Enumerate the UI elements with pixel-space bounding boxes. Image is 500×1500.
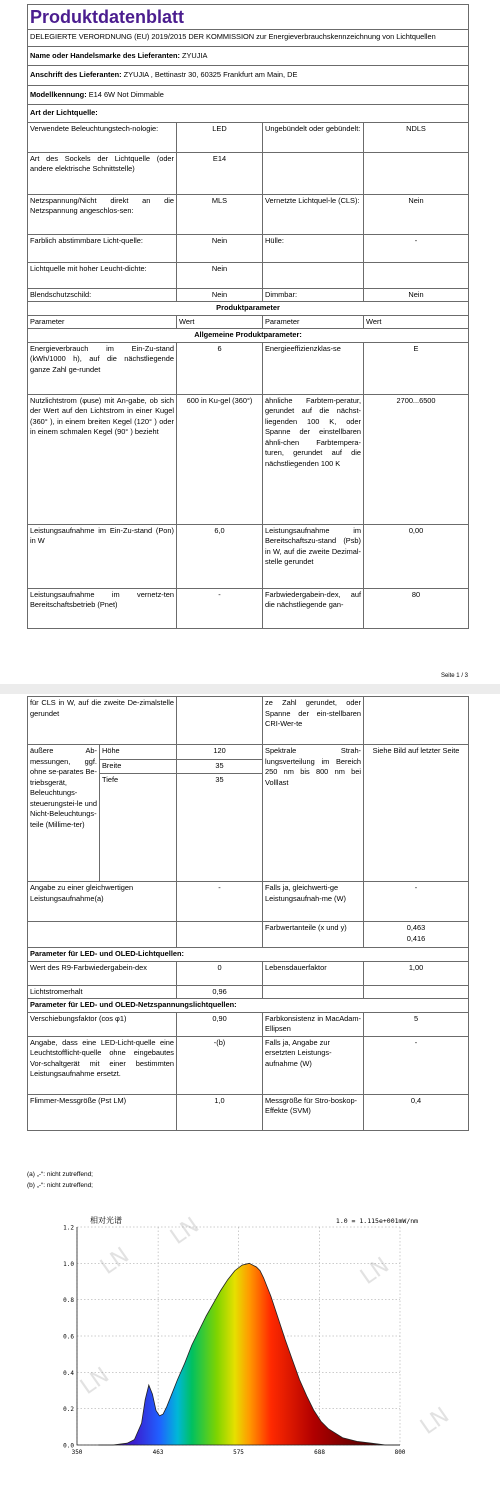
x-tick-label: 350 [71,1449,83,1456]
dim-name-depth: Tiefe [100,774,177,882]
mains-params-heading: Parameter für LED- und OLED-Netzspannungslichtquellen: [28,999,469,1013]
empty-cell [263,985,364,999]
value-cell: -(b) [177,1036,263,1094]
empty-cell [364,985,469,999]
param-cell: Flimmer-Messgröße (Pst LM) [28,1094,177,1130]
value-cell [364,262,469,288]
param-cell: ze Zahl gerundet, oder Spanne der ein-stellbaren CRI-Wer-te [263,697,364,745]
y-tick-label: 0.2 [63,1406,74,1414]
spectrum-chart [27,1205,468,1490]
param-cell: Lichtquelle mit hoher Leucht-dichte: [28,262,177,288]
supplier-name-label: Name oder Handelsmarke des Lieferanten: [30,50,180,60]
spectral-value: Siehe Bild auf letzter Seite [364,745,469,882]
led-params-heading: Parameter für LED- und OLED-Lichtquellen: [28,948,469,962]
param-cell: Ungebündelt oder gebündelt: [263,122,364,152]
param-cell: Verwendete Beleuchtungstech-nologie: [28,122,177,152]
page-title: Produktdatenblatt [28,5,469,30]
column-header: Parameter [28,315,177,329]
param-cell: Falls ja, gleichwerti-ge Leistungsaufnah-me (W) [263,882,364,922]
chart-annotation: 1.0 = 1.115e+001mW/nm [335,1217,419,1225]
value-cell: 0,00 [364,524,469,588]
model-row [28,85,469,105]
watermark-text: LN [356,1252,394,1290]
chart-title: 相对光谱 [90,1216,122,1225]
value-cell: - [177,588,263,628]
param-cell: Nutzlichtstrom (φuse) mit An-gabe, ob sich der Wert auf den Lichtstrom in einer Kugel (360° ), in einem breiten Kegel (120° ) oder in einem schmalen Kegel (90° ) bezieht [28,394,177,524]
param-cell: Leistungsaufnahme im Ein-Zu-stand (Pon) in W [28,524,177,588]
supplier-name-value: ZYUJIA [181,50,208,60]
value-cell: - [364,234,469,262]
value-cell: E14 [177,152,263,194]
param-cell: Lichtstromerhalt [28,985,177,999]
dim-value-height: 120 [177,745,263,760]
value-cell: 0,96 [177,985,263,999]
value-cell: 2700...6500 [364,394,469,524]
param-cell: Farbkonsistenz in MacAdam-Ellipsen [263,1012,364,1036]
spectral-label: Spektrale Strah-lungsverteilung im Bereich 250 nm bis 800 nm bei Volllast [263,745,364,882]
datasheet-table-page1 [27,4,469,629]
param-cell: Blendschutzschild: [28,288,177,302]
value-cell: 0,4 [364,1094,469,1130]
value-cell: 5 [364,1012,469,1036]
spectrum-chart-svg [27,1205,468,1490]
y-tick-label: 1.0 [63,1260,74,1268]
y-tick-label: 0.8 [63,1297,74,1305]
general-params-heading: Allgemeine Produktparameter: [28,329,469,343]
value-cell: Nein [177,234,263,262]
page-number: Seite 1 / 3 [440,673,468,679]
spectrum-area [99,1263,401,1445]
y-tick-label: 0.0 [63,1442,74,1450]
dim-value-depth: 35 [177,774,263,882]
regulation-text: DELEGIERTE VERORDNUNG (EU) 2019/2015 DER KOMMISSION zur Energieverbrauchskennzeichnung von Lichtquellen [28,30,469,47]
param-cell: Hülle: [263,234,364,262]
param-cell: Vernetzte Lichtquel-le (CLS): [263,194,364,234]
page-separator [0,684,500,694]
value-cell: LED [177,122,263,152]
param-cell: Falls ja, Angabe zur ersetzten Leistungs-aufnahme (W) [263,1036,364,1094]
param-cell: Farblich abstimmbare Licht-quelle: [28,234,177,262]
watermark-text: LN [76,1362,114,1400]
param-cell: Farbwertanteile (x und y) [263,922,364,948]
empty-cell [177,922,263,948]
datasheet-table-page2 [27,696,469,1131]
value-cell: 1,0 [177,1094,263,1130]
param-cell: Angabe, dass eine LED-Licht-quelle eine Leuchtstofflicht-quelle ohne eingebautes Vor-schaltgerät mit einer bestimmten Leistungsaufnahme ersetzt. [28,1036,177,1094]
value-cell [364,697,469,745]
x-tick-label: 688 [314,1449,326,1456]
supplier-name-row [28,46,469,66]
product-params-heading: Produktparameter [28,302,469,316]
value-cell: - [364,882,469,922]
param-cell: Art des Sockels der Lichtquelle (oder andere elektrische Schnittstelle) [28,152,177,194]
model-label: Modellkennung: [30,89,87,99]
empty-cell [28,922,177,948]
param-cell: Netzspannung/Nicht direkt an die Netzspannung angeschlos-sen: [28,194,177,234]
value-cell: 0 [177,961,263,985]
dimensions-label: äußere Ab-messungen, ggf. ohne se-parates Be-triebsgerät, Beleuchtungs-steuerungstei-le und Nicht-Beleuchtungs-teile (Millime-ter) [28,745,100,882]
param-cell: Leistungsaufnahme im vernetz-ten Bereitschaftsbetrieb (Pnet) [28,588,177,628]
watermark-text: LN [96,1242,134,1280]
param-cell: Farbwiedergabein-dex, auf die nächstliegende gan- [263,588,364,628]
param-cell: Leistungsaufnahme im Bereitschaftszu-stand (Psb) in W, auf die zweite Dezimal-stelle gerundet [263,524,364,588]
param-cell: Energieeffizienzklas-se [263,342,364,394]
supplier-address-row [28,66,469,86]
model-value: E14 6W Not Dimmable [88,89,164,99]
value-cell: 1,00 [364,961,469,985]
param-cell: Energieverbrauch im Ein-Zu-stand (kWh/1000 h), auf die nächstliegende ganze Zahl ge-rundet [28,342,177,394]
param-cell: Lebensdauerfaktor [263,961,364,985]
value-cell: 80 [364,588,469,628]
value-cell: Nein [364,288,469,302]
supplier-address-value: ZYUJIA , Bettinastr 30, 60325 Frankfurt am Main, DE [123,70,298,79]
param-cell: Wert des R9-Farbwiedergabein-dex [28,961,177,985]
param-cell: Messgröße für Stro-boskop-Effekte (SVM) [263,1094,364,1130]
supplier-address-label: Anschrift des Lieferanten: [30,70,122,79]
param-cell: für CLS in W, auf die zweite De-zimalstelle gerundet [28,697,177,745]
y-tick-label: 0.6 [63,1333,74,1341]
column-header: Wert [364,315,469,329]
column-header: Wert [177,315,263,329]
page-1 [27,4,468,629]
color-x-value: 0,463 [406,923,426,932]
value-cell: - [177,882,263,922]
y-tick-label: 1.2 [63,1224,74,1232]
value-cell: 6,0 [177,524,263,588]
column-header: Parameter [263,315,364,329]
param-cell [263,262,364,288]
dim-value-width: 35 [177,759,263,774]
param-cell: Dimmbar: [263,288,364,302]
value-cell: 600 in Ku-gel (360°) [177,394,263,524]
x-tick-label: 463 [152,1449,164,1456]
x-tick-label: 575 [233,1449,244,1456]
watermark-text: LN [416,1402,454,1440]
param-cell [263,152,364,194]
dim-name-width: Breite [100,759,177,774]
param-cell: Verschiebungsfaktor (cos φ1) [28,1012,177,1036]
value-cell: E [364,342,469,394]
value-cell: Nein [177,262,263,288]
value-cell: MLS [177,194,263,234]
page-2 [27,696,468,1131]
watermark-text: LN [166,1212,204,1250]
footnotes [27,1169,93,1191]
footnote-b: (b) „-“: nicht zutreffend; [27,1182,93,1189]
value-cell: NDLS [364,122,469,152]
value-cell: - [364,1036,469,1094]
dim-name-height: Höhe [100,745,177,760]
param-cell: ähnliche Farbtem-peratur, gerundet auf die nächst-liegenden 100 K, oder Spanne der einstellbaren ähnli-chen Farbtempera-turen, gerundet auf die nächstliegenden 100 K [263,394,364,524]
param-cell: Angabe zu einer gleichwertigen Leistungsaufnahme(a) [28,882,177,922]
value-cell: 0,90 [177,1012,263,1036]
value-cell [364,922,469,948]
value-cell: 6 [177,342,263,394]
value-cell: Nein [364,194,469,234]
value-cell: Nein [177,288,263,302]
y-tick-label: 0.4 [63,1369,74,1377]
x-tick-label: 800 [394,1449,406,1456]
value-cell [364,152,469,194]
value-cell [177,697,263,745]
light-source-type-heading: Art der Lichtquelle: [28,105,469,123]
color-y-value: 0,416 [406,933,426,943]
footnote-a: (a) „-“: nicht zutreffend; [27,1171,93,1178]
